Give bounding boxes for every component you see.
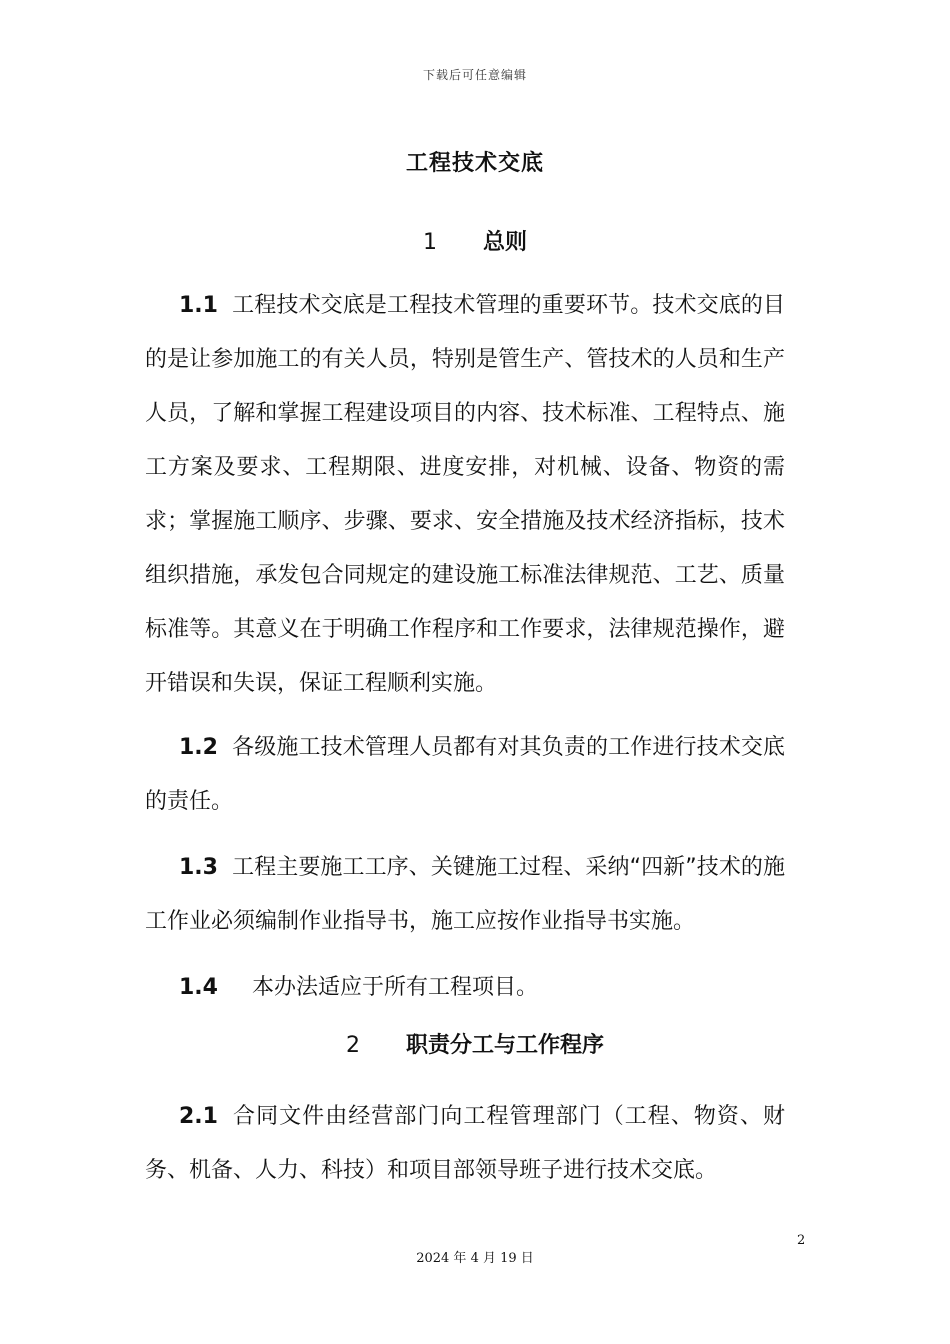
section-title: 总则 — [482, 230, 527, 255]
paragraph-1-2 — [145, 721, 785, 829]
paragraph-2-1 — [145, 1090, 785, 1198]
section-title: 职责分工与工作程序 — [405, 1033, 604, 1058]
document-title: 工程技术交底 — [405, 151, 544, 176]
paragraph-1-1 — [145, 279, 785, 711]
section-heading-2 — [0, 1028, 950, 1059]
section-number: 2 — [345, 1033, 360, 1058]
paragraph-number: 1.1 — [179, 293, 218, 318]
paragraph-number: 1.3 — [179, 855, 218, 880]
header-note: 下载后可任意编辑 — [422, 68, 527, 82]
paragraph-number: 1.4 — [179, 975, 218, 1000]
paragraph-text: 本办法适应于所有工程项目。 — [251, 975, 538, 1000]
section-number: 1 — [422, 230, 437, 255]
footer-date: 2024 年 4 月 19 日 — [416, 1251, 534, 1266]
paragraph-1-4 — [145, 961, 785, 1015]
paragraph-number: 2.1 — [179, 1104, 218, 1129]
page-number: 2 — [797, 1233, 806, 1248]
paragraph-text: 合同文件由经营部门向工程管理部门（工程、物资、财务、机备、人力、科技）和项目部领导班子进行技术交底。 — [145, 1104, 785, 1183]
paragraph-text: 工程技术交底是工程技术管理的重要环节。技术交底的目的是让参加施工的有关人员，特别是管生产、管技术的人员和生产人员，了解和掌握工程建设项目的内容、技术标准、工程特点、施工方案及要求、工程期限、进度安排，对机械、设备、物资的需求；掌握施工顺序、步骤、要求、安全措施及技术经济指标，技术组织措施，承发包合同规定的建设施工标准法律规范、工艺、质量标准等。其意义在于明确工作程序和工作要求，法律规范操作，避开错误和失误，保证工程顺利实施。 — [145, 293, 785, 696]
paragraph-text: 工程主要施工工序、关键施工过程、采纳“四新”技术的施工作业必须编制作业指导书，施工应按作业指导书实施。 — [145, 855, 785, 934]
section-heading-1 — [0, 225, 950, 256]
paragraph-1-3 — [145, 841, 785, 949]
paragraph-text: 各级施工技术管理人员都有对其负责的工作进行技术交底的责任。 — [145, 735, 785, 814]
paragraph-number: 1.2 — [179, 735, 218, 760]
